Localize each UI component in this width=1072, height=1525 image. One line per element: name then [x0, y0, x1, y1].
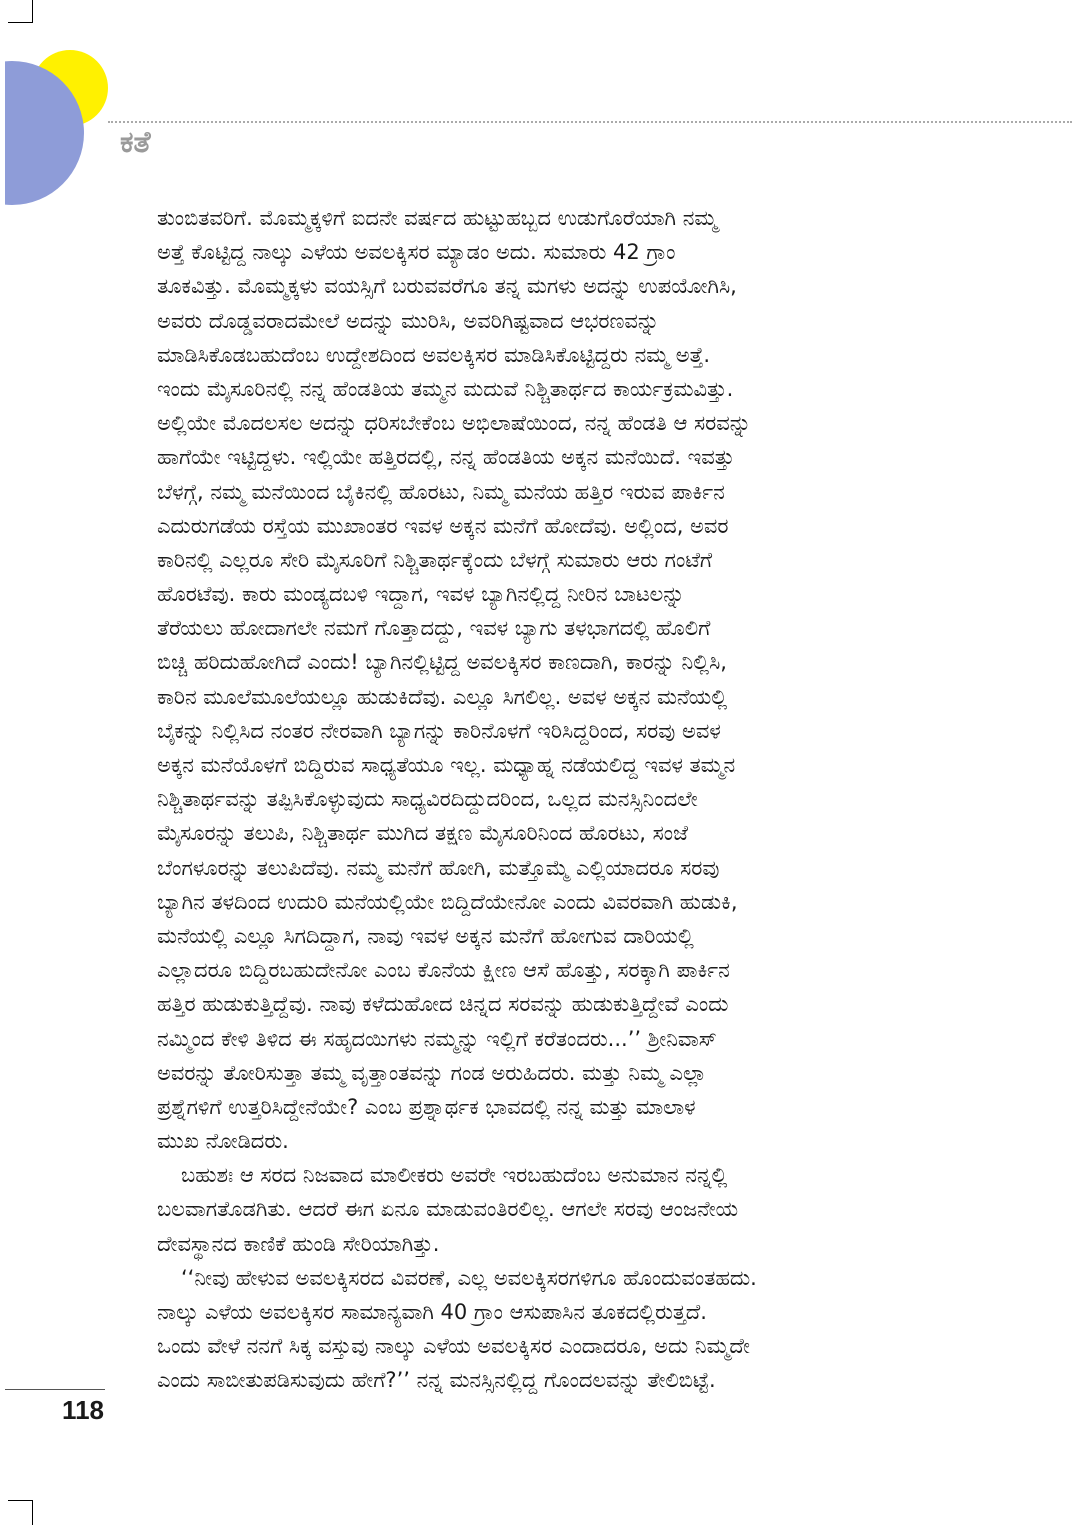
text-line: ಪ್ರಶ್ನೆಗಳಿಗೆ ಉತ್ತರಿಸಿದ್ದೇನೆಯೇ? ಎಂಬ ಪ್ರಶ್ನಾರ್ಥಕ ಭಾವದಲ್ಲಿ ನನ್ನ ಮತ್ತು ಮಾಲಾಳ	[157, 1094, 696, 1119]
crop-mark-top-horizontal	[8, 22, 33, 23]
page-number: 118	[62, 1395, 104, 1425]
text-line: ನಮ್ಮಿಂದ ಕೇಳಿ ತಿಳಿದ ಈ ಸಹೃದಯಿಗಳು ನಮ್ಮನ್ನು ಇಲ್ಲಿಗೆ ಕರೆತಂದರು...’’ ಶ್ರೀನಿವಾಸ್	[157, 1026, 717, 1051]
paragraph	[157, 1261, 907, 1398]
text-line: ಅಕ್ಕನ ಮನೆಯೊಳಗೆ ಬಿದ್ದಿರುವ ಸಾಧ್ಯತೆಯೂ ಇಲ್ಲ. ಮಧ್ಯಾಹ್ನ ನಡೆಯಲಿದ್ದ ಇವಳ ತಮ್ಮನ	[157, 753, 736, 777]
text-line: ಮನೆಯಲ್ಲಿ ಎಲ್ಲೂ ಸಿಗದಿದ್ದಾಗ, ನಾವು ಇವಳ ಅಕ್ಕನ ಮನೆಗೆ ಹೋಗುವ ದಾರಿಯಲ್ಲಿ	[157, 923, 694, 948]
text-line: ಅತ್ತೆ ಕೊಟ್ಟಿದ್ದ ನಾಲ್ಕು ಎಳೆಯ ಅವಲಕ್ಕಿಸರ ಮ್ಯಾಡಂ ಅದು. ಸುಮಾರು 42 ಗ್ರಾಂ	[157, 240, 676, 265]
text-line: ಹೊರಟೆವು. ಕಾರು ಮಂಡ್ಯದಬಳಿ ಇದ್ದಾಗ, ಇವಳ ಬ್ಯಾಗಿನಲ್ಲಿದ್ದ ನೀರಿನ ಬಾಟಲನ್ನು	[157, 582, 685, 607]
crop-mark-top-vertical	[32, 0, 33, 22]
text-line: ಬಹುಶಃ ಆ ಸರದ ನಿಜವಾದ ಮಾಲೀಕರು ಅವರೇ ಇರಬಹುದೆಂಬ ಅನುಮಾನ ನನ್ನಲ್ಲಿ	[181, 1163, 728, 1188]
dotted-header-rule	[108, 121, 1072, 123]
text-line: ಬೆಂಗಳೂರನ್ನು ತಲುಪಿದೆವು. ನಮ್ಮ ಮನೆಗೆ ಹೋಗಿ, ಮತ್ತೊಮ್ಮೆ ಎಲ್ಲಿಯಾದರೂ ಸರವು	[157, 855, 720, 880]
text-line: ಅವರು ದೊಡ್ಡವರಾದಮೇಲೆ ಅದನ್ನು ಮುರಿಸಿ, ಅವರಿಗಿಷ್ಟವಾದ ಆಭರಣವನ್ನು	[157, 308, 660, 333]
blue-circle-decoration	[5, 60, 90, 207]
text-line: ಮಾಡಿಸಿಕೊಡಬಹುದೆಂಬ ಉದ್ದೇಶದಿಂದ ಅವಲಕ್ಕಿಸರ ಮಾಡಿಸಿಕೊಟ್ಟಿದ್ದರು ನಮ್ಮ ಅತ್ತೆ.	[157, 342, 711, 367]
text-line: ನಿಶ್ಚಿತಾರ್ಥವನ್ನು ತಪ್ಪಿಸಿಕೊಳ್ಳುವುದು ಸಾಧ್ಯವಿರದಿದ್ದುದರಿಂದ, ಒಲ್ಲದ ಮನಸ್ಸಿನಿಂದಲೇ	[157, 787, 698, 812]
text-line: ಮೈಸೂರನ್ನು ತಲುಪಿ, ನಿಶ್ಚಿತಾರ್ಥ ಮುಗಿದ ತಕ್ಷಣ ಮೈಸೂರಿನಿಂದ ಹೊರಟು, ಸಂಜೆ	[157, 821, 689, 846]
text-line: ನಾಲ್ಕು ಎಳೆಯ ಅವಲಕ್ಕಿಸರ ಸಾಮಾನ್ಯವಾಗಿ 40 ಗ್ರಾಂ ಆಸುಪಾಸಿನ ತೂಕದಲ್ಲಿರುತ್ತದೆ.	[157, 1300, 707, 1324]
text-line: ತೆರೆಯಲು ಹೋದಾಗಲೇ ನಮಗೆ ಗೊತ್ತಾದದ್ದು, ಇವಳ ಬ್ಯಾಗು ತಳಭಾಗದಲ್ಲಿ ಹೊಲಿಗೆ	[157, 616, 711, 641]
text-line: ಮುಖ ನೋಡಿದರು.	[157, 1129, 289, 1154]
text-line: ಎಂದು ಸಾಬೀತುಪಡಿಸುವುದು ಹೇಗೆ?’’ ನನ್ನ ಮನಸ್ಸಿನಲ್ಲಿದ್ದ ಗೊಂದಲವನ್ನು ತೇಲಿಬಿಟ್ಟೆ.	[157, 1368, 716, 1393]
page-number-rule	[5, 1389, 105, 1390]
text-line: ‘‘ನೀವು ಹೇಳುವ ಅವಲಕ್ಕಿಸರದ ವಿವರಣೆ, ಎಲ್ಲ ಅವಲಕ್ಕಿಸರಗಳಿಗೂ ಹೊಂದುವಂತಹದು.	[181, 1265, 757, 1290]
text-line: ಬಲವಾಗತೊಡಗಿತು. ಆದರೆ ಈಗ ಏನೂ ಮಾಡುವಂತಿರಲಿಲ್ಲ. ಆಗಲೇ ಸರವು ಆಂಜನೇಯ	[157, 1197, 739, 1222]
paragraph	[157, 201, 907, 1158]
text-line: ಎಲ್ಲಾದರೂ ಬಿದ್ದಿರಬಹುದೇನೋ ಎಂಬ ಕೊನೆಯ ಕ್ಷೀಣ ಆಸೆ ಹೊತ್ತು, ಸರಕ್ಕಾಗಿ ಪಾರ್ಕಿನ	[157, 958, 730, 983]
text-line: ತುಂಬಿತವರಿಗೆ. ಮೊಮ್ಮಕ್ಕಳಿಗೆ ಐದನೇ ವರ್ಷದ ಹುಟ್ಟುಹಬ್ಬದ ಉಡುಗೊರೆಯಾಗಿ ನಮ್ಮ	[157, 206, 718, 230]
text-line: ದೇವಸ್ಥಾನದ ಕಾಣಿಕೆ ಹುಂಡಿ ಸೇರಿಯಾಗಿತ್ತು.	[157, 1231, 440, 1256]
text-line: ಬ್ಯಾಗಿನ ತಳದಿಂದ ಉದುರಿ ಮನೆಯಲ್ಲಿಯೇ ಬಿದ್ದಿದೆಯೇನೋ ಎಂದು ವಿವರವಾಗಿ ಹುಡುಕಿ,	[157, 889, 738, 914]
blue-circle-shape	[5, 61, 84, 205]
text-line: ಅವರನ್ನು ತೋರಿಸುತ್ತಾ ತಮ್ಮ ವೃತ್ತಾಂತವನ್ನು ಗಂಡ ಅರುಹಿದರು. ಮತ್ತು ನಿಮ್ಮ ಎಲ್ಲಾ	[157, 1060, 707, 1085]
crop-mark-bottom-vertical	[32, 1500, 33, 1525]
text-line: ಹತ್ತಿರ ಹುಡುಕುತ್ತಿದ್ದೆವು. ನಾವು ಕಳೆದುಹೋದ ಚಿನ್ನದ ಸರವನ್ನು ಹುಡುಕುತ್ತಿದ್ದೇವೆ ಎಂದು	[157, 992, 729, 1017]
text-line: ಇಂದು ಮೈಸೂರಿನಲ್ಲಿ ನನ್ನ ಹೆಂಡತಿಯ ತಮ್ಮನ ಮದುವೆ ನಿಶ್ಚಿತಾರ್ಥದ ಕಾರ್ಯಕ್ರಮವಿತ್ತು.	[157, 376, 734, 401]
text-line: ಬೈಕನ್ನು ನಿಲ್ಲಿಸಿದ ನಂತರ ನೇರವಾಗಿ ಬ್ಯಾಗನ್ನು ಕಾರಿನೊಳಗೆ ಇರಿಸಿದ್ದರಿಂದ, ಸರವು ಅವಳ	[157, 718, 721, 743]
section-title: ಕತೆ	[120, 125, 151, 160]
paragraph	[157, 1158, 907, 1261]
text-line: ತೂಕವಿತ್ತು. ಮೊಮ್ಮಕ್ಕಳು ವಯಸ್ಸಿಗೆ ಬರುವವರೆಗೂ ತನ್ನ ಮಗಳು ಅದನ್ನು ಉಪಯೋಗಿಸಿ,	[157, 274, 737, 299]
text-line: ಬೆಳಗ್ಗೆ, ನಮ್ಮ ಮನೆಯಿಂದ ಬೈಕಿನಲ್ಲಿ ಹೊರಟು, ನಿಮ್ಮ ಮನೆಯ ಹತ್ತಿರ ಇರುವ ಪಾರ್ಕಿನ	[157, 479, 725, 504]
text-line: ಕಾರಿನಲ್ಲಿ ಎಲ್ಲರೂ ಸೇರಿ ಮೈಸೂರಿಗೆ ನಿಶ್ಚಿತಾರ್ಥಕ್ಕೆಂದು ಬೆಳಗ್ಗೆ ಸುಮಾರು ಆರು ಗಂಟೆಗೆ	[157, 547, 713, 572]
text-line: ಒಂದು ವೇಳೆ ನನಗೆ ಸಿಕ್ಕ ವಸ್ತುವು ನಾಲ್ಕು ಎಳೆಯ ಅವಲಕ್ಕಿಸರ ಎಂದಾದರೂ, ಅದು ನಿಮ್ಮದೇ	[157, 1334, 750, 1359]
text-line: ಎದುರುಗಡೆಯ ರಸ್ತೆಯ ಮುಖಾಂತರ ಇವಳ ಅಕ್ಕನ ಮನೆಗೆ ಹೋದೆವು. ಅಲ್ಲಿಂದ, ಅವರ	[157, 513, 729, 538]
text-line: ಕಾರಿನ ಮೂಲೆಮೂಲೆಯಲ್ಲೂ ಹುಡುಕಿದೆವು. ಎಲ್ಲೂ ಸಿಗಲಿಲ್ಲ. ಅವಳ ಅಕ್ಕನ ಮನೆಯಲ್ಲಿ	[157, 684, 728, 709]
text-line: ಹಾಗೆಯೇ ಇಟ್ಟಿದ್ದಳು. ಇಲ್ಲಿಯೇ ಹತ್ತಿರದಲ್ಲಿ, ನನ್ನ ಹೆಂಡತಿಯ ಅಕ್ಕನ ಮನೆಯಿದೆ. ಇವತ್ತು	[157, 445, 735, 470]
text-line: ಅಲ್ಲಿಯೇ ಮೊದಲಸಲ ಅದನ್ನು ಧರಿಸಬೇಕೆಂಬ ಅಭಿಲಾಷೆಯಿಂದ, ನನ್ನ ಹೆಂಡತಿ ಆ ಸರವನ್ನು	[157, 411, 751, 436]
text-line: ಬಿಚ್ಚಿ ಹರಿದುಹೋಗಿದೆ ಎಂದು! ಬ್ಯಾಗಿನಲ್ಲಿಟ್ಟಿದ್ದ ಅವಲಕ್ಕಿಸರ ಕಾಣದಾಗಿ, ಕಾರನ್ನು ನಿಲ್ಲಿಸಿ,	[157, 650, 727, 675]
crop-mark-bottom-horizontal	[8, 1500, 33, 1501]
body-text	[157, 201, 907, 1398]
